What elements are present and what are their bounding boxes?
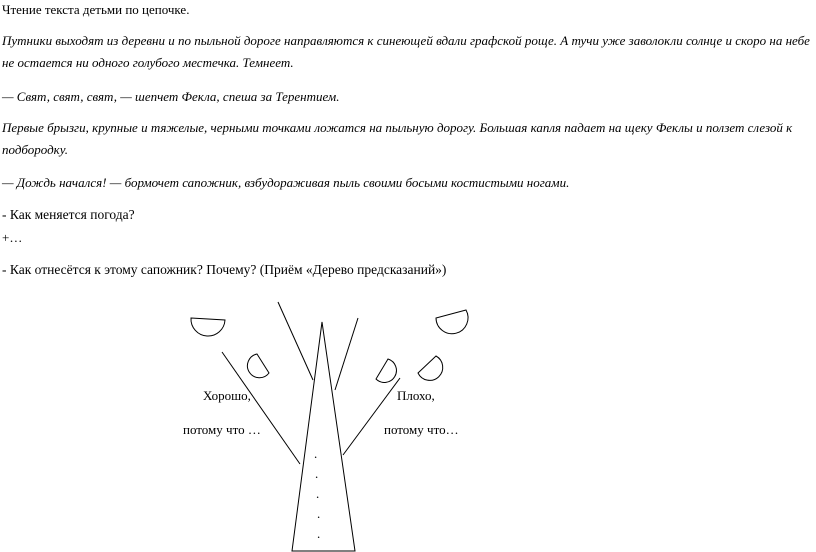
branch-right-upper (335, 318, 358, 390)
trunk-dot: . (314, 446, 318, 461)
leaf-right-big (436, 310, 468, 334)
tree-label-good: Хорошо, (203, 388, 251, 403)
story-paragraph-1: Путники выходят из деревни и по пыльной дороге направляются к синеющей вдали графской роще. А тучи уже заволокли солнце и скоро на небе не остается ни одного голубого местечка. Темнеет. (2, 33, 810, 70)
trunk-dot: . (316, 486, 320, 501)
branch-left-lower (222, 352, 300, 464)
trunk-dot: . (317, 506, 321, 521)
tree-label-bad: Плохо, (397, 388, 435, 403)
story-paragraph-4: — Дождь начался! — бормочет сапожник, взбудораживая пыль своими босыми костистыми ногами. (2, 175, 570, 190)
branch-left-upper (278, 302, 313, 380)
heading: Чтение текста детьми по цепочке. (2, 2, 190, 17)
trunk-dot: . (315, 466, 319, 481)
leaf-right-mid (376, 359, 396, 382)
tree-label-bad-because: потому что… (384, 422, 459, 437)
leaf-left-small (247, 354, 269, 378)
leaf-left-big (191, 318, 225, 336)
story-paragraph-3: Первые брызги, крупные и тяжелые, черными точками ложатся на пыльную дорогу. Большая капля падает на щеку Феклы и ползет слезой к подбородку. (2, 120, 793, 157)
leaf-right-small (418, 356, 443, 380)
question-weather: - Как меняется погода? (2, 207, 135, 222)
trunk-dot: . (317, 526, 321, 541)
question-weather-answer: +… (2, 230, 23, 245)
question-shoemaker: - Как отнесётся к этому сапожник? Почему? (Приём «Дерево предсказаний») (2, 262, 447, 277)
branch-right-lower (343, 378, 400, 455)
story-paragraph-2: — Свят, свят, свят, — шепчет Фекла, спеша за Терентием. (2, 89, 340, 104)
tree-label-good-because: потому что … (183, 422, 261, 437)
